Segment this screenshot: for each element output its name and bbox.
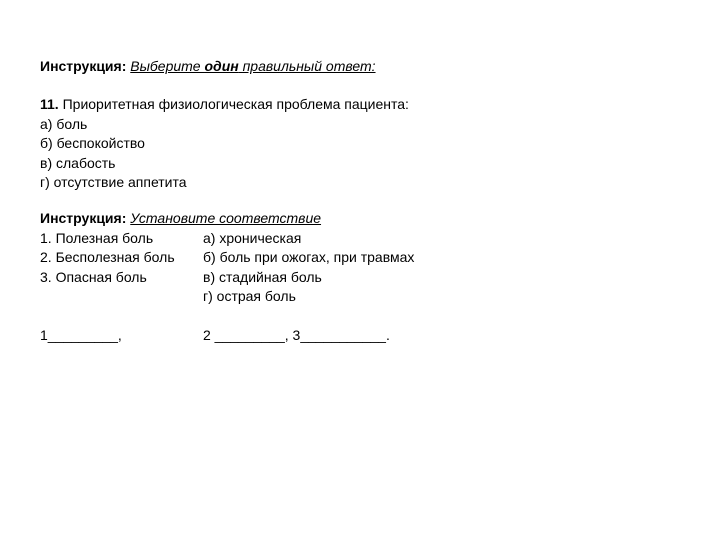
match-right-d: г) острая боль [203, 288, 296, 304]
task1-instruction [40, 57, 376, 77]
match-row-2 [40, 248, 414, 268]
match-right-a: а) хроническая [203, 229, 302, 246]
task2-block [40, 209, 414, 307]
answer-blank-2-3: 2 _________, 3___________. [203, 327, 390, 343]
match-row-4 [40, 287, 414, 307]
answer-blank-1: 1_________, [40, 327, 122, 343]
question-number: 11. [40, 96, 59, 112]
match-left-1: 1. Полезная боль [40, 229, 154, 246]
task1-block [40, 57, 376, 77]
task2-instruction [40, 209, 414, 229]
option-a: а) боль [40, 115, 88, 132]
match-row-1 [40, 229, 414, 249]
question-title [40, 95, 409, 115]
option-c: в) слабость [40, 154, 116, 171]
answer-blanks [40, 325, 390, 345]
question-text: Приоритетная физиологическая проблема пациента: [58, 96, 409, 112]
instruction-text: Установите соответствие [130, 210, 322, 226]
match-right-c: в) стадийная боль [203, 268, 322, 285]
instruction-text: Выберите один правильный ответ: [130, 58, 376, 74]
question-11 [40, 95, 409, 193]
match-left-2: 2. Бесполезная боль [40, 249, 175, 265]
match-left-3: 3. Опасная боль [40, 268, 147, 285]
option-b: б) беспокойство [40, 135, 145, 151]
instruction-label: Инструкция: [40, 210, 127, 226]
option-d: г) отсутствие аппетита [40, 174, 187, 190]
instruction-label: Инструкция: [40, 58, 127, 74]
match-row-3 [40, 268, 414, 288]
instruction-emphasis: один [204, 58, 239, 74]
match-right-b: б) боль при ожогах, при травмах [203, 249, 415, 265]
